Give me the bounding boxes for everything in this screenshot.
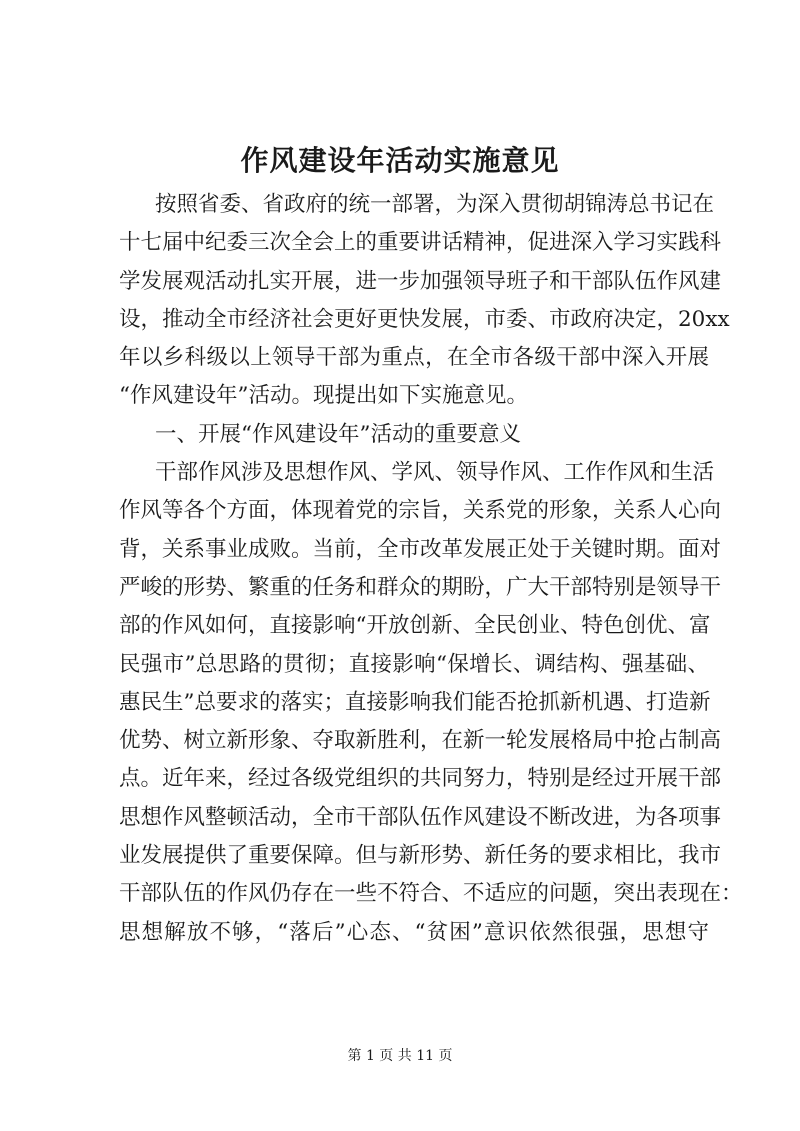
text-line: 严峻的形势、繁重的任务和群众的期盼，广大干部特别是领导干 — [119, 574, 722, 600]
text-line: 一、开展“作风建设年”活动的重要意义 — [155, 421, 521, 447]
text-line: 按照省委、省政府的统一部署，为深入贯彻胡锦涛总书记在 — [155, 192, 715, 217]
text-line: 思想作风整顿活动，全市干部队伍作风建设不断改进，为各项事 — [119, 804, 722, 830]
text-line: 年以乡科级以上领导干部为重点，在全市各级干部中深入开展 — [119, 345, 709, 371]
text-line: 作风等各个方面，体现着党的宗旨，关系党的形象，关系人心向 — [119, 498, 722, 524]
text-line: 业发展提供了重要保障。但与新形势、新任务的要求相比，我市 — [119, 843, 722, 869]
text-line: 部的作风如何，直接影响“开放创新、全民创业、特色创优、富 — [119, 613, 711, 639]
text-line: 点。近年来，经过各级党组织的共同努力，特别是经过开展干部 — [119, 766, 722, 792]
text-line: 学发展观活动扎实开展，进一步加强领导班子和干部队伍作风建 — [119, 268, 722, 294]
text-line: 干部队伍的作风仍存在一些不符合、不适应的问题，突出表现在： — [119, 881, 743, 907]
text-line: 干部作风涉及思想作风、学风、领导作风、工作作风和生活 — [155, 460, 715, 486]
text-line: 惠民生”总要求的落实；直接影响我们能否抢抓新机遇、打造新 — [119, 689, 711, 715]
text-line: 思想解放不够，“落后”心态、“贫困”意识依然很强，思想守 — [119, 919, 709, 945]
document-title: 作风建设年活动实施意见 — [240, 144, 560, 177]
text-line: 十七届中纪委三次全会上的重要讲话精神，促进深入学习实践科 — [119, 230, 722, 256]
document-body — [119, 186, 743, 952]
page-footer: 第 1 页 共 11 页 — [347, 1048, 453, 1064]
text-line: 设，推动全市经济社会更好更快发展，市委、市政府决定，20xx — [119, 306, 730, 332]
text-line: 民强市”总思路的贯彻；直接影响“保增长、调结构、强基础、 — [119, 651, 709, 677]
text-line: “作风建设年”活动。现提出如下实施意见。 — [119, 383, 528, 409]
text-line: 优势、树立新形象、夺取新胜利，在新一轮发展格局中抢占制高 — [119, 728, 722, 754]
text-line: 背，关系事业成败。当前，全市改革发展正处于关键时期。面对 — [119, 536, 722, 562]
